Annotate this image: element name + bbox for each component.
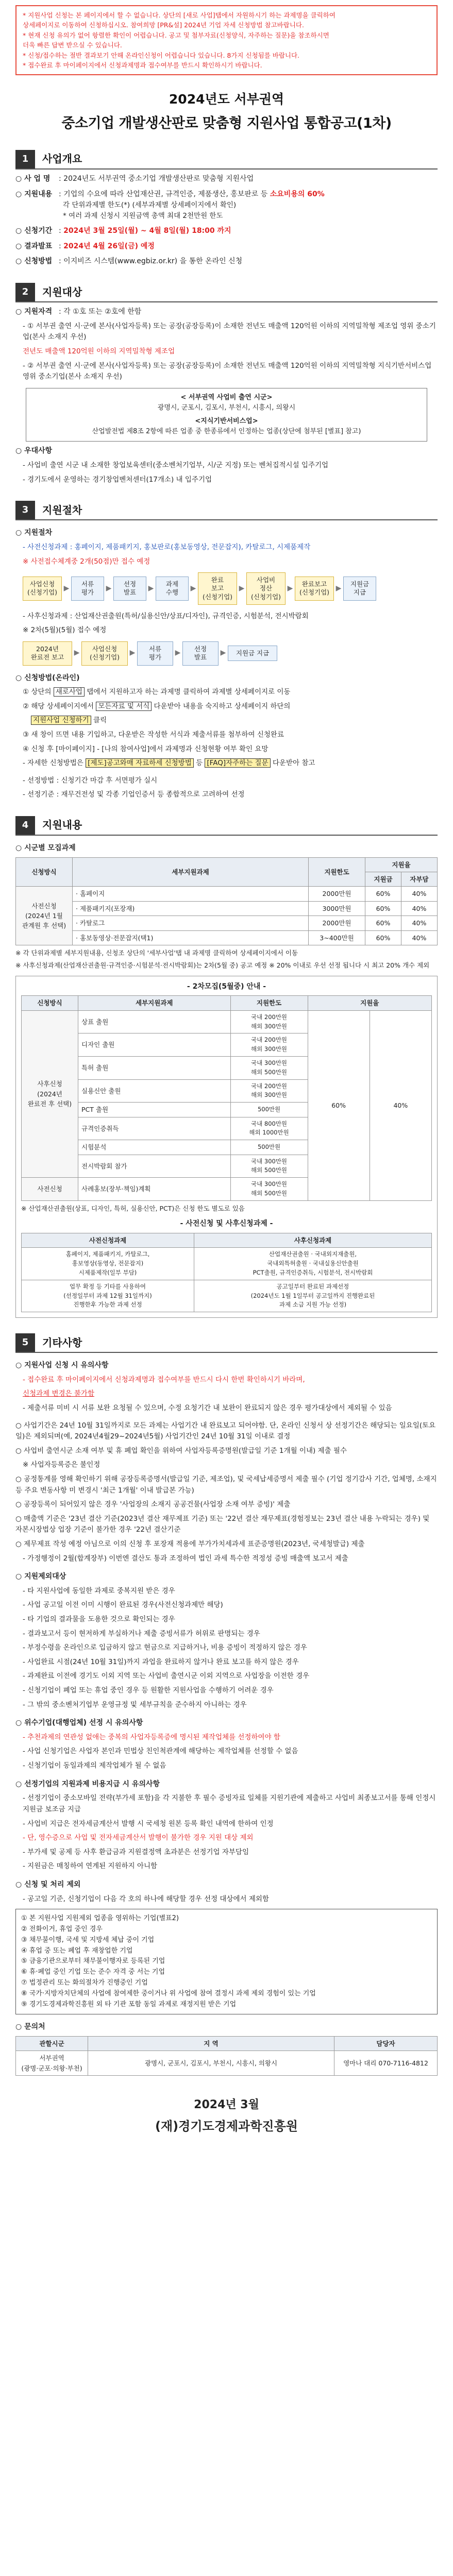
contact-table [15, 2036, 438, 2076]
table-cell: 40% [401, 930, 438, 945]
table-row [22, 1248, 432, 1280]
arrow-right-icon: ▶ [220, 649, 226, 657]
row-value: : 이지비즈 시스템(www.egbiz.or.kr) 을 통한 온라인 신청 [59, 257, 243, 266]
table-header: 사전신청과제 [22, 1233, 194, 1247]
table-cell: 국내 800만원 해외 1000만원 [230, 1117, 308, 1140]
notice-line: 더욱 빠른 답변 받으실 수 있습니다. [23, 41, 122, 49]
box-text: 광명시, 군포시, 김포시, 부천시, 시흥시, 의왕시 [157, 403, 296, 412]
apply-step-2 [23, 701, 438, 713]
step-text: ② 해당 상세페이지에서 [23, 702, 96, 710]
section-number: 5 [15, 1333, 35, 1352]
table-cell: 40% [401, 901, 438, 916]
table-cell: 업무 확정 등 기타를 사용하여 (선정일부터 과제 12월 31일까지) 진행한후 가능한 과제 선정 [22, 1280, 194, 1312]
section-title: 기타사항 [42, 1336, 82, 1349]
notice-line: * 현재 신청 유의가 없어 항렬한 확인이 어렵습니다. 공고 및 첨부자료(신청양식, 자주하는 질문)을 참조하시면 [23, 31, 329, 39]
row-key: ○ 사 업 명 [15, 174, 51, 183]
process-post-note: ※ 2차(5월)(5월) 접수 예정 [23, 626, 107, 635]
etc-caution-title: ○ 지원사업 신청 시 유의사항 [15, 1361, 109, 1370]
table-cell: 국내 300만원 해외 500만원 [230, 1155, 308, 1178]
apply-guide-link[interactable]: [제도]공고와매 자료하세 신청방법 [86, 758, 194, 768]
etc-caution-line: - 제출서류 미비 시 서류 보완 요청될 수 있으며, 수정 요청기간 내 보완이 완료되지 않은 경우 평가대상에서 제외될 수 있음 [23, 1404, 392, 1413]
row-key: ○ 우대사항 [15, 447, 53, 455]
flow-step: 완료 보고 (신청기업) [198, 572, 237, 605]
support-table [15, 857, 438, 945]
table-cell: 국내 200만원 해외 300만원 [230, 1033, 308, 1057]
table-cell: · 홍보동영상·전문잡지(택1) [73, 930, 309, 945]
step-text: 다운받아 참고 [270, 759, 315, 768]
process-flow-pre [23, 572, 438, 605]
notice-line: * 접수완료 후 마이페이지에서 신청과제명과 접수여부를 반드시 확인하시기 바랍니다. [23, 61, 262, 69]
target-preference-2: - 경기도에서 운영하는 경기창업벤처센터(17개소) 내 입주기업 [23, 475, 212, 484]
row-value: : 2024년도 서부권역 중소기업 개발생산판로 맞춤형 지원사업 [59, 174, 254, 183]
section-title: 지원대상 [42, 285, 82, 298]
table-cell: 60% [365, 930, 401, 945]
support-table-title: ○ 시군별 모집과제 [15, 843, 76, 852]
apply-step-5 [23, 758, 438, 769]
table-cell: 국내 300만원 해외 500만원 [230, 1056, 308, 1079]
table-cell: 사후신청 (2024년 완료전 후 선택) [22, 1010, 78, 1178]
process-pre-line: - 사전신청과제 : 홍페이지, 제품패키지, 홍보판로(홍보동영상, 전문잡지), 카탈로그, 시제품제작 [23, 543, 311, 551]
etc-vendor-item: - 추천과제의 연관성 없애는 중복의 사업자등록증에 명시된 제작업체를 선정하여야 함 [23, 1733, 280, 1741]
table-cell: 상표 출원 [78, 1010, 231, 1033]
section-overview-header [15, 150, 438, 170]
process-post-line: - 사후신청과제 : 산업재산권출원(특허/실용신안/상표/디자인), 규격인증, 시험분석, 전시박람회 [23, 612, 309, 620]
disqualify-list-box [15, 1909, 438, 2014]
disqualify-item: ① 본 지원사업 지원제외 업종을 영위하는 기업(별표2) [21, 1914, 179, 1923]
etc-revenue: ○ 매출액 기준은 '23년 결산 기준(2023년 결산 재무제표 기준) 또는 '22년 결산 재무제표(경험정보는 23년 결산 내용 누락되는 경우) 및 자본시장법상 업장 기준이 불가한 경우 '22년 결산기준 [15, 1514, 430, 1534]
table-cell: 홈페이지, 제품패키지, 카탈로그, 홍보영상(동영상, 전문잡지) 시제품제작(일부 부담) [22, 1248, 194, 1280]
table-cell: 40% [370, 1010, 431, 1200]
notice-line: * 지원사업 신청는 본 페이지에서 할 수 없습니다. 상단의 [새로 사업]탭에서 자원하시기 하는 과제명을 클릭하여 [23, 11, 335, 19]
row-value [59, 226, 438, 237]
arrow-right-icon: ▶ [106, 584, 112, 592]
table-cell: 40% [401, 887, 438, 901]
section-number: 3 [15, 501, 35, 519]
section-number: 1 [15, 150, 35, 168]
arrow-right-icon: ▶ [239, 584, 245, 592]
row-value-text: : [59, 242, 64, 250]
arrow-right-icon: ▶ [287, 584, 293, 592]
etc-factory: ○ 공정통계를 영해 확인하기 위해 공장등록증명서(발급일 기준, 제조업), 및 국세납세증명서 제출 필수 (기업 정기감사 기간, 업체명, 소재지 등 주요 변동사항 미 변경시 '최근 1개월' 이내 발급본 가능) [15, 1475, 437, 1495]
etc-payment-item: - 선정기업이 중소모바일 전략(부가세 포함)을 각 지불한 후 필수 증빙자료 일체를 지원기관에 제출하고 사업비 최종보고서를 통해 인정시 지원금 보조금 지급 [23, 1794, 436, 1814]
etc-payment-item: - 부가세 및 공제 등 사후 환급금과 지원결정액 초과분은 선정기업 자부담임 [23, 1848, 249, 1856]
table-cell: · 제품패키지(포장재) [73, 901, 309, 916]
table-cell: 디자인 출원 [78, 1033, 231, 1057]
table-header: 세부지원과제 [73, 857, 309, 887]
row-value-text: : [59, 227, 64, 235]
forms-download-link[interactable]: 모든자료 및 서식 [96, 702, 152, 711]
disqualify-item: ④ 휴업 중 또는 폐업 후 재창업한 기업 [21, 1946, 133, 1955]
target-criteria-1: - ① 서부권 출연 시·군에 본사(사업자등록) 또는 공장(공장등록)이 소재한 전년도 매출액 120억원 이하의 지역밀착형 제조업 영위 중소기업(본사 소재지 우선) [23, 321, 436, 342]
arrow-right-icon: ▶ [335, 584, 342, 592]
table-row [16, 901, 438, 916]
etc-vendor-title: ○ 위수기업(대행업체) 선정 시 유의사항 [15, 1719, 143, 1727]
target-criteria-1-highlight: 전년도 매출액 120억원 이하의 지역밀착형 제조업 [23, 347, 175, 355]
flow-step: 서류 평가 [137, 641, 173, 666]
etc-exclusion-item: - 과제완료 이전에 경기도 이외 지역 또는 사업비 출연시군 이외 지역으로 사업장을 이전한 경우 [23, 1672, 310, 1681]
etc-caution-line: - 접수완료 후 마이페이지에서 신청과제명과 접수여부를 반드시 다시 한번 확인하시기 바라며, [23, 1375, 305, 1384]
table-cell: 2000만원 [309, 887, 365, 901]
row-key: ○ 지원내용 [15, 190, 53, 198]
target-region-box [26, 388, 427, 442]
pre-post-table [21, 1233, 432, 1312]
overview-row-name [15, 174, 438, 185]
overview-row-method [15, 256, 438, 267]
notice-line: * 신청/접수하는 절반 결과보기 안해 온라인신청이 어렵습니다 있습니다. 8가지 신청됨를 바랍니다. [23, 51, 300, 59]
apply-step-4: ④ 신청 후 [마이페이지] - [나의 참여사업]에서 과제명과 신청현황 여부 확인 요망 [23, 744, 269, 753]
table-header: 지원한도 [309, 857, 365, 887]
table-cell: 공고일부터 완료된 과제선정 (2024년도 1월 1일부터 공고일까지 진행완료된 과제 소급 지원 가능 선정) [194, 1280, 431, 1312]
box-title: < 서부권역 사업비 출연 시군> [180, 393, 273, 401]
section-number: 4 [15, 816, 35, 835]
table-header: 세부지원과제 [78, 996, 231, 1010]
panel-sub-title: - 사전신청 및 사후신청과제 - [180, 1219, 273, 1228]
apply-button[interactable]: 지원사업 신청하기 [31, 716, 91, 725]
selection-method: - 선정방법 : 신청기간 마감 후 서면평가 실시 [23, 776, 158, 785]
table-cell: 실용신안 출원 [78, 1079, 231, 1103]
etc-payment-item: - 지원금은 매칭하여 연계된 지원하지 아니함 [23, 1862, 158, 1871]
table-row [16, 930, 438, 945]
flow-step: 지원금 지급 [343, 577, 376, 601]
etc-payment-item: - 사업비 지급은 전자세금계산서 발행 시 국세청 원본 등록 확인 내역에 한하여 인정 [23, 1819, 274, 1828]
table-cell: PCT 출원 [78, 1103, 231, 1117]
step-text: 다운받아 내용을 숙지하고 상세페이지 하단의 [152, 702, 291, 710]
disqualify-item: ③ 채무불이행, 국세 및 지방세 체납 중이 기업 [21, 1936, 155, 1944]
table-cell: · 홈페이지 [73, 887, 309, 901]
overview-row-period [15, 226, 438, 237]
etc-caution-line: 신청과제 변경은 불가함 [23, 1389, 94, 1398]
table-cell: 산업재산권출원 · 국내외지재출원, 국내외특허출원 · 국내실용신안출원 PCT출원, 규격인증취득, 시험분석, 전시박람회 [194, 1248, 431, 1280]
disqualify-item: ⑥ 휴·폐업 중인 기업 또는 준수 자격 중 서는 기업 [21, 1968, 165, 1976]
table-cell: 영마나 대리 070-7116-4812 [334, 2051, 438, 2076]
flow-step: 2024년 완료전 보고 [23, 641, 72, 666]
disqualify-item: ⑦ 법정관리 또는 화의절차가 진행중인 기업 [21, 1978, 148, 1987]
table-header: 담당자 [334, 2037, 438, 2051]
table-cell: 국내 300만원 해외 500만원 [230, 1178, 308, 1201]
row-value-highlight: 2024년 4월 26일(금) 예정 [63, 242, 155, 250]
table-row [16, 916, 438, 930]
section-title: 지원절차 [42, 503, 82, 516]
apply-step-3: ③ 새 창이 뜨면 내용 기입하고, 다운받은 작성한 서식과 제출서류를 첨부하여 신청완료 [23, 731, 284, 739]
table-header: 지원율 [365, 857, 438, 872]
table-cell: 40% [401, 916, 438, 930]
etc-exclusion-item: - 사업완료 시점(24년 10월 31일)까지 과업을 완료하지 않거나 완료 보고를 하지 않은 경우 [23, 1657, 299, 1666]
new-business-tab-link[interactable]: 새로사업 [54, 687, 85, 697]
box-title: <지식기반서비스업> [195, 417, 258, 426]
panel-title: - 2차모집(5월중) 안내 - [187, 982, 266, 991]
table-header: 지원율 [308, 996, 431, 1010]
section-title: 사업개요 [42, 152, 82, 165]
table-row [16, 887, 438, 901]
arrow-right-icon: ▶ [63, 584, 70, 592]
table-cell: 60% [365, 887, 401, 901]
table-row [16, 2051, 438, 2076]
target-row-preference [15, 446, 438, 457]
contact-title: ○ 문의처 [15, 2023, 45, 2031]
step-text: 탭에서 지원하고자 하는 과제명 클릭하여 과제별 상세페이지로 이동 [84, 688, 291, 697]
table-header: 사후신청과제 [194, 1233, 431, 1247]
selection-criteria: - 선정기준 : 재무건전성 및 각종 기업인증서 등 종합적으로 고려하여 선정 [23, 790, 245, 799]
target-criteria-2: - ② 서부권 출연 시·군에 본사(사업자등록) 또는 공장(공장등록)이 소재한 전년도 매출액 120억원 이하의 지역밀착형 지식기반서비스업 영위 중소기업(본사 소재지 우선) [23, 361, 432, 381]
table-cell: 3~400만원 [309, 930, 365, 945]
footer-date: 2024년 3월 [194, 2098, 259, 2112]
table-cell: 광명시, 군포시, 김포시, 부천시, 시흥시, 의왕시 [88, 2051, 334, 2076]
support-note-1: ※ 각 단위과제별 세부지원내용, 신청조 상단의 '세부사업'탭 내 과제명 클릭하여 상세페이지에서 이동 [15, 948, 298, 957]
arrow-right-icon: ▶ [175, 649, 181, 657]
table-cell: 60% [365, 916, 401, 930]
etc-payment-item: - 단, 영수증으로 사업 및 전자세금계산서 발행이 불가한 경우 지원 대상 제외 [23, 1834, 254, 1842]
notice-box [15, 5, 438, 75]
etc-exclusion-item: - 사업 공고일 이전 이미 시행이 완료된 경우(사전신청과제만 해당) [23, 1601, 223, 1609]
row-value [59, 189, 438, 200]
flow-step: 서류 평가 [71, 577, 104, 601]
overview-sub-2: * 여러 과제 신청시 지원금액 총액 최대 2천만원 한도 [63, 212, 223, 221]
flow-step: 지원금 지급 [228, 646, 277, 661]
table-cell: 국내 200만원 해외 300만원 [230, 1079, 308, 1103]
process-title: ○ 지원절차 [15, 529, 53, 537]
section-number: 2 [15, 283, 35, 301]
etc-disqualify-title: ○ 신청 및 처리 제외 [15, 1880, 81, 1889]
title-line-2: 중소기업 개발생산판로 맞춤형 지원사업 통합공고(1차) [61, 115, 392, 131]
footer-organization: (재)경기도경제과학진흥원 [155, 2119, 298, 2134]
process-pre-note: ※ 사전접수체계중 2개(50점)만 접수 예정 [23, 557, 150, 566]
step-text: ① 상단의 [23, 688, 54, 697]
etc-registration-note: ※ 사업자등록증은 불인정 [23, 1461, 100, 1469]
table-header: 지원한도 [230, 996, 308, 1010]
table-cell: 특허 출원 [78, 1056, 231, 1079]
support-note-2: ※ 사후신청과제(산업재산권출원·규격인증·시험분석·전시박람회)는 2차(5월 중) 공고 예정 ※ 20% 이내로 우선 선정 됩니다 시 최고 20% 개수 제외 [15, 961, 430, 970]
row-key: ○ 신청방법 [15, 257, 53, 266]
target-row-eligibility [15, 307, 438, 318]
table-header: 신청방식 [22, 996, 78, 1010]
row-key: ○ 결과발표 [15, 242, 53, 250]
arrow-right-icon: ▶ [129, 649, 136, 657]
etc-vendor-item: - 신청기업이 동일과제의 제작업체가 될 수 없음 [23, 1761, 166, 1770]
second-round-table [21, 995, 432, 1201]
flow-step: 사업비 정산 (신청기업) [246, 572, 286, 605]
faq-link[interactable]: [FAQ]자주하는 질문 [205, 758, 270, 768]
flow-step: 사업신청 (신청기업) [23, 577, 62, 601]
disqualify-item: ⑨ 경기도경제과학진흥원 외 타 기관 포함 동일 과제로 재정지원 받은 기업 [21, 2000, 237, 2008]
overview-row-content [15, 189, 438, 200]
target-preference-1: - 사업비 출연 시군 내 소재한 창업보육센터(중소벤처기업부, 시/군 지정) 또는 벤처집적시설 입주기업 [23, 461, 329, 470]
table-cell: 사례홍보(장부·책임)계획 [78, 1178, 231, 1201]
overview-sub-1: 각 단위과제별 한도(*) (세부과제별 상세페이지에서 확인) [63, 201, 237, 210]
etc-exclusion-item: - 부정수령을 온라인으로 입금하지 않고 현금으로 지급하거나, 비용 증빙이 적정하지 않은 경우 [23, 1643, 307, 1652]
row-key: ○ 지원자격 [15, 308, 53, 316]
flow-step: 선정 발표 [182, 641, 219, 666]
etc-exclusion-item: - 타 기업의 결과물을 도용한 것으로 확인되는 경우 [23, 1615, 175, 1624]
title-line-1: 2024년도 서부권역 [169, 92, 284, 107]
etc-exclusion-item: - 신청기업이 폐업 또는 휴업 중인 경우 등 원활한 지원사업을 수행하기 어려운 경우 [23, 1686, 274, 1694]
table-row [22, 1010, 432, 1033]
table-cell: 500만원 [230, 1140, 308, 1155]
apply-step-2-cont [31, 715, 438, 726]
row-value-highlight: 소요비용의 60% [270, 190, 325, 198]
step-text: - 자세한 신청방법은 [23, 759, 86, 768]
flow-step: 과제 수행 [156, 577, 189, 601]
etc-exclusion-item: - 타 지원사업에 동일한 과제로 중복지원 받은 경우 [23, 1586, 175, 1595]
etc-registration: ○ 사업비 출연시군 소재 여부 및 휴 폐업 확인을 위하여 사업자등록증명원(발급일 기준 1개월 이내) 제출 필수 [15, 1446, 347, 1455]
flow-step: 사업신청 (신청기업) [81, 641, 128, 666]
arrow-right-icon: ▶ [148, 584, 154, 592]
etc-disqualify-intro: - 공고일 기준, 신청기업이 다음 각 호의 하나에 해당할 경우 선정 대상에서 제외함 [23, 1894, 269, 1903]
table-cell: 60% [365, 901, 401, 916]
step-text: 클릭 [93, 716, 107, 725]
etc-period: ○ 사업기간은 24년 10월 31일까지로 모든 과제는 사업기간 내 완료보고 되어야함. 단, 온라인 신청서 상 선정기간은 해당되는 일요일(토요일)은 제외되며(예, 2024년4월29~2024년5월) 사업기간인 24년 10월 31일 이내로 결정 [15, 1421, 436, 1441]
document-title [15, 90, 438, 134]
etc-vendor-item: - 사업 신청기업은 사업자 본인과 민법상 친인척관계에 해당하는 제작업체를 선정할 수 없음 [23, 1747, 298, 1756]
row-key: ○ 신청기간 [15, 227, 53, 235]
etc-exclusion-item: - 그 밖의 중소벤처기업부 운영규정 및 세부규칙을 준수하지 아니하는 경우 [23, 1700, 247, 1709]
etc-payment-title: ○ 선정기업의 지원과제 비용지급 시 유의사항 [15, 1780, 160, 1788]
etc-tax: ○ 제무제표 작성 예정 아님으로 이의 신청 후 포장재 적용에 부가가치세과세 표준증명원(2023년, 국세청발급) 제출 [15, 1539, 365, 1548]
etc-tax-note: - 가정행정이 2월(합계장부) 이번엔 결산도 통과 조정하여 법인 과세 특수한 적정성 증빙 매출액 보고서 제출 [23, 1554, 348, 1563]
row-value-text: : 기업의 수요에 따라 산업재산권, 규격인증, 제품생산, 홍보판로 등 [59, 190, 270, 198]
table-header: 신청방식 [16, 857, 73, 887]
table-cell: 500만원 [230, 1103, 308, 1117]
disqualify-item: ② 전화이거, 휴업 중인 경우 [21, 1925, 103, 1933]
process-flow-post [23, 641, 438, 666]
disqualify-item: ⑧ 국가·지방자치단체의 사업에 참여제한 중이거나 위 사업에 참여 결정시 과제 제외 경험이 있는 기업 [21, 1989, 316, 1997]
table-cell: 3000만원 [309, 901, 365, 916]
second-round-panel [15, 976, 438, 1318]
etc-exclusion-item: - 결과보고서 등이 현저하게 부실하거나 제출 증빙서류가 허위로 판명되는 경우 [23, 1629, 260, 1638]
table-cell: 사전신청 [22, 1178, 78, 1201]
table-cell: · 카탈로그 [73, 916, 309, 930]
table-cell: 규격인증취득 [78, 1117, 231, 1140]
etc-factory-none: ○ 공장등록이 되어있지 않은 경우 '사업장의 소재지 공공건물(사업장 소재 여부 증빙)' 제출 [15, 1500, 291, 1509]
arrow-right-icon: ▶ [74, 649, 80, 657]
table-header: 지원금 [365, 872, 401, 887]
table-header: 자부담 [401, 872, 438, 887]
section-target-header [15, 283, 438, 302]
row-value-highlight: 2024년 3월 25일(월) ~ 4월 8일(월) 18:00 까지 [63, 227, 231, 235]
table-cell: 2000만원 [309, 916, 365, 930]
box-text: 산업발전법 제8조 2항에 따른 업종 중 한종류에서 인정하는 업종(상단에 첨부된 [별표] 참고) [92, 428, 361, 436]
row-value [59, 241, 438, 252]
notice-line: 상세페이지로 이동하여 신청하십시오. 참여희망 [PR&설] 2024년 기업 자세 신청방법 참고바랍니다. [23, 21, 304, 29]
table-header: 지 역 [88, 2037, 334, 2051]
table-header: 관할시군 [16, 2037, 88, 2051]
table-cell: 국내 200만원 해외 300만원 [230, 1010, 308, 1033]
apply-method-title: ○ 신청방법(온라인) [15, 673, 80, 682]
section-title: 지원내용 [42, 819, 82, 832]
section-process-header [15, 501, 438, 520]
arrow-right-icon: ▶ [190, 584, 196, 592]
disqualify-item: ⑤ 금융기관으로부터 채무불이행자로 등록된 기업 [21, 1957, 165, 1965]
etc-exclusion-title: ○ 지원제외대상 [15, 1572, 66, 1581]
step-text: 등 [193, 759, 205, 768]
row-value: : 각 ①호 또는 ②호에 한함 [59, 308, 142, 316]
table-row [22, 1280, 432, 1312]
table-cell: 시험분석 [78, 1140, 231, 1155]
section-etc-header [15, 1333, 438, 1353]
flow-step: 완료보고 (신청기업) [295, 577, 334, 601]
table-cell: 전시박람회 참가 [78, 1155, 231, 1178]
section-support-header [15, 816, 438, 836]
overview-row-result [15, 241, 438, 252]
table-cell: 서부권역 (광명·군포·의왕·부천) [16, 2051, 88, 2076]
table-cell: 사전신청 (2024년 1월 관계원 후 선택) [16, 887, 73, 945]
flow-step: 선정 발표 [113, 577, 146, 601]
panel-note: ※ 산업재산권출원(상표, 디자인, 특허, 실용신안, PCT)은 신청 한도 별도로 있음 [21, 1204, 245, 1212]
table-cell: 60% [308, 1010, 370, 1200]
apply-step-1 [23, 687, 438, 698]
